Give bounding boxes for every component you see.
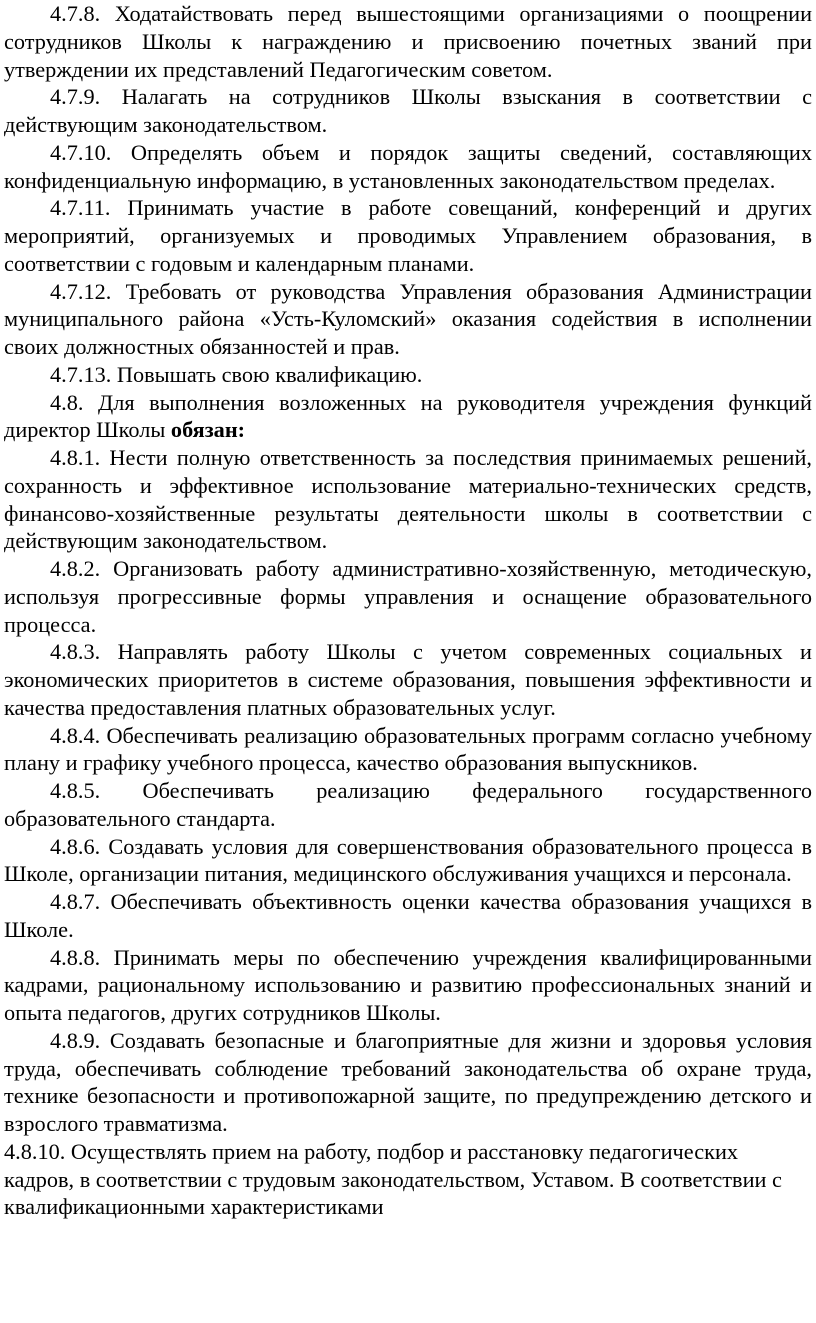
paragraph-4-8-1: 4.8.1. Нести полную ответственность за последствия принимаемых решений, сохранность и эффективное использование материально-технических средств, финансово-хозяйственные результаты деятельности школы в соответствии с действующим законодательством.	[4, 445, 812, 554]
paragraph-4-7-10: 4.7.10. Определять объем и порядок защиты сведений, составляющих конфиденциальную информацию, в установленных законодательством пределах.	[4, 139, 812, 193]
paragraph-4-8-6: 4.8.6. Создавать условия для совершенствования образовательного процесса в Школе, организации питания, медицинского обслуживания учащихся и персонала.	[4, 833, 812, 887]
paragraph-4-7-13: 4.7.13. Повышать свою квалификацию.	[50, 361, 423, 387]
paragraph-4-8-3: 4.8.3. Направлять работу Школы с учетом современных социальных и экономических приоритетов в системе образования, повышения эффективности и качества предоставления платных образовательных услуг.	[4, 639, 812, 720]
paragraph-4-8-8: 4.8.8. Принимать меры по обеспечению учреждения квалифицированными кадрами, рациональному использованию и развитию профессиональных знаний и опыта педагогов, других сотрудников Школы.	[4, 944, 812, 1025]
paragraph-4-8-2: 4.8.2. Организовать работу административно-хозяйственную, методическую, используя прогрессивные формы управления и оснащение образовательного процесса.	[4, 556, 812, 637]
paragraph-4-7-8: 4.7.8. Ходатайствовать перед вышестоящими организациями о поощрении сотрудников Школы к награждению и присвоению почетных званий при утверждении их представлений Педагогическим советом.	[4, 1, 812, 82]
paragraph-4-8-4: 4.8.4. Обеспечивать реализацию образовательных программ согласно учебному плану и графику учебного процесса, качество образования выпускников.	[4, 722, 812, 776]
paragraph-4-7-11: 4.7.11. Принимать участие в работе совещаний, конференций и других мероприятий, организуемых и проводимых Управлением образования, в соответствии с годовым и календарным планами.	[4, 195, 812, 276]
paragraph-4-8-7: 4.8.7. Обеспечивать объективность оценки качества образования учащихся в Школе.	[4, 889, 812, 942]
paragraph-4-7-9: 4.7.9. Налагать на сотрудников Школы взыскания в соответствии с действующим законодательством.	[4, 84, 812, 137]
paragraph-4-8-9: 4.8.9. Создавать безопасные и благоприятные для жизни и здоровья условия труда, обеспечивать соблюдение требований законодательства об охране труда, технике безопасности и противопожарной защите, по предупреждению детского и взрослого травматизма.	[4, 1027, 812, 1136]
paragraph-4-8-10: 4.8.10. Осуществлять прием на работу, подбор и расстановку педагогических кадров, в соответствии с трудовым законодательством, Уставом. В соответствии с квалификационными характеристиками	[4, 1138, 782, 1220]
paragraph-4-8-text: 4.8. Для выполнения возложенных на руководителя учреждения функций директор Школы	[4, 389, 812, 443]
obligation-keyword: обязан:	[170, 417, 246, 443]
paragraph-4-8-5: 4.8.5. Обеспечивать реализацию федерального государственного образовательного стандарта.	[4, 778, 812, 831]
paragraph-4-8	[4, 389, 812, 445]
paragraph-4-7-12: 4.7.12. Требовать от руководства Управления образования Администрации муниципального района «Усть-Куломский» оказания содействия в исполнении своих должностных обязанностей и прав.	[4, 278, 812, 359]
